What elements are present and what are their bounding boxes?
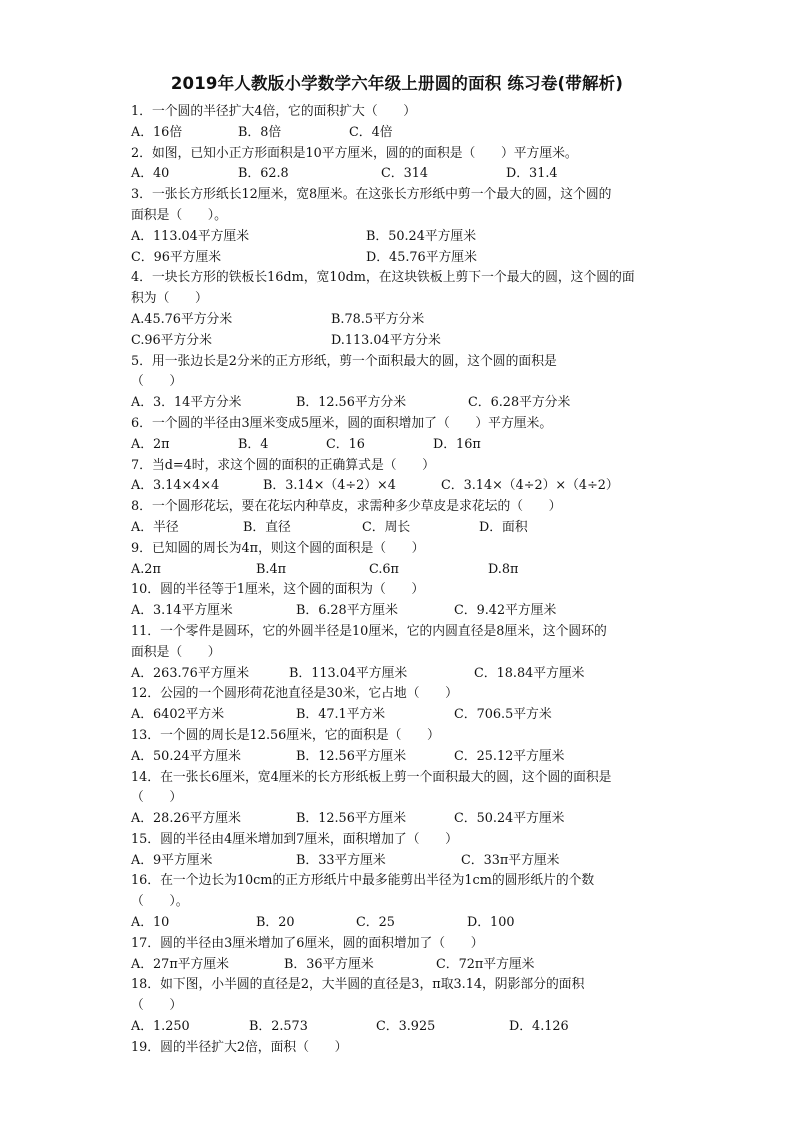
answer-option: A．28.26平方厘米 — [131, 811, 241, 827]
answer-option: A．2π — [131, 436, 170, 452]
question-text: 15．圆的半径由4厘米增加到7厘米，面积增加了（ ） — [131, 831, 458, 847]
answer-option: C.6π — [369, 561, 399, 577]
question-block — [131, 580, 671, 622]
answer-options — [131, 227, 671, 248]
answer-option: A．3.14×4×4 — [131, 478, 220, 494]
question-text: 11．一个零件是圆环，它的外圆半径是10厘米，它的内圆直径是8厘米，这个圆环的 — [131, 623, 607, 639]
question-text: 1．一个圆的半径扩大4倍，它的面积扩大（ ） — [131, 104, 417, 119]
answer-option: B．50.24平方厘米 — [366, 228, 477, 244]
answer-option: B．12.56平方分米 — [296, 395, 407, 411]
question-text: 19．圆的半径扩大2倍，面积（ ） — [131, 1039, 348, 1055]
answer-option: C．周长 — [362, 519, 411, 535]
answer-option: A．1.250 — [131, 1019, 190, 1035]
answer-option: C．25.12平方厘米 — [454, 748, 565, 764]
question-text: （ ） — [131, 374, 183, 390]
answer-option: D.8π — [488, 561, 519, 577]
answer-options — [131, 560, 671, 581]
question-text: 6．一个圆的半径由3厘米变成5厘米，圆的面积增加了（ ）平方厘米。 — [131, 415, 553, 431]
answer-option: B．47.1平方米 — [296, 707, 386, 723]
question-text: 17．圆的半径由3厘米增加了6厘米，圆的面积增加了（ ） — [131, 935, 484, 951]
answer-options — [131, 518, 671, 539]
question-text: 12．公园的一个圆形荷花池直径是30米，它占地（ ） — [131, 686, 458, 702]
answer-option: B.4π — [256, 561, 287, 577]
question-block — [131, 830, 671, 872]
question-text: 13．一个圆的周长是12.56厘米，它的面积是（ ） — [131, 727, 440, 743]
question-block — [131, 414, 671, 456]
answer-options — [131, 705, 671, 726]
answer-option: A．3.14平方厘米 — [131, 603, 233, 619]
answer-option: A．263.76平方厘米 — [131, 665, 250, 681]
question-block — [131, 1038, 671, 1059]
question-block — [131, 497, 671, 539]
answer-option: B．2.573 — [249, 1019, 308, 1035]
answer-option: A.2π — [131, 561, 161, 577]
answer-option: D.113.04平方分米 — [331, 332, 441, 348]
answer-option: C．314 — [381, 166, 429, 182]
answer-option: C．18.84平方厘米 — [474, 665, 585, 681]
question-text: 7．当d=4时，求这个圆的面积的正确算式是（ ） — [131, 457, 435, 473]
answer-option: A．9平方厘米 — [131, 852, 213, 868]
question-block — [131, 331, 671, 352]
answer-option: A．27π平方厘米 — [131, 956, 229, 972]
answer-option: A．50.24平方厘米 — [131, 748, 241, 764]
answer-option: A．113.04平方厘米 — [131, 228, 250, 244]
answer-options — [131, 310, 671, 331]
answer-options — [131, 248, 671, 269]
answer-option: A．10 — [131, 915, 170, 931]
answer-option: C．9.42平方厘米 — [454, 603, 557, 619]
answer-option: B．直径 — [243, 519, 291, 535]
question-text: 9．已知圆的周长为4π，则这个圆的面积是（ ） — [131, 540, 425, 556]
answer-option: D．100 — [467, 915, 515, 931]
answer-option: D．45.76平方厘米 — [366, 249, 477, 265]
answer-option: B．33平方厘米 — [296, 852, 386, 868]
answer-options — [131, 1017, 671, 1038]
question-block — [131, 185, 671, 247]
question-text: 10．圆的半径等于1厘米，这个圆的面积为（ ） — [131, 582, 425, 598]
question-block — [131, 102, 671, 144]
answer-option: C．33π平方厘米 — [461, 852, 560, 868]
answer-options — [131, 809, 671, 830]
question-block — [131, 539, 671, 581]
answer-options — [131, 955, 671, 976]
question-text: 2．如图，已知小正方形面积是10平方厘米，圆的的面积是（ ）平方厘米。 — [131, 145, 578, 161]
answer-option: D．31.4 — [506, 166, 558, 182]
question-block — [131, 248, 671, 269]
answer-option: B．3.14×（4÷2）×4 — [263, 478, 396, 494]
answer-option: A．40 — [131, 166, 170, 182]
answer-option: A.45.76平方分米 — [131, 311, 233, 327]
answer-option: D．面积 — [479, 519, 528, 535]
answer-option: B．8倍 — [238, 124, 282, 140]
answer-option: C．4倍 — [349, 124, 393, 140]
answer-options — [131, 851, 671, 872]
document-title: 2019年人教版小学数学六年级上册圆的面积 练习卷(带解析) — [170, 74, 624, 93]
question-block — [131, 352, 671, 414]
question-block — [131, 726, 671, 768]
answer-option: C．706.5平方米 — [454, 707, 552, 723]
answer-option: A．16倍 — [131, 124, 183, 140]
answer-option: B．20 — [256, 915, 295, 931]
question-block — [131, 871, 671, 933]
answer-option: C．3.925 — [376, 1019, 436, 1035]
question-list — [131, 102, 671, 1059]
question-text: 3．一张长方形纸长12厘米，宽8厘米。在这张长方形纸中剪一个最大的圆，这个圆的 — [131, 187, 612, 203]
answer-options — [131, 664, 671, 685]
answer-option: C．3.14×（4÷2）×（4÷2） — [441, 478, 619, 494]
answer-option: C.96平方分米 — [131, 332, 212, 348]
question-block — [131, 268, 671, 330]
question-text: 18．如下图，小半圆的直径是2，大半圆的直径是3，π取3.14，阴影部分的面积 — [131, 977, 585, 993]
answer-option: B.78.5平方分米 — [331, 311, 425, 327]
answer-options — [131, 435, 671, 456]
question-block — [131, 934, 671, 976]
question-text: 8．一个圆形花坛，要在花坛内种草皮，求需种多少草皮是求花坛的（ ） — [131, 499, 562, 515]
question-block — [131, 622, 671, 684]
answer-option: D．4.126 — [509, 1019, 569, 1035]
question-block — [131, 144, 671, 186]
question-text: 5．用一张边长是2分米的正方形纸，剪一个面积最大的圆，这个圆的面积是 — [131, 353, 557, 369]
answer-option: A．半径 — [131, 519, 179, 535]
answer-options — [131, 393, 671, 414]
answer-option: B．36平方厘米 — [284, 956, 374, 972]
answer-option: C．96平方厘米 — [131, 249, 222, 265]
question-text: 4．一块长方形的铁板长16dm，宽10dm，在这块铁板上剪下一个最大的圆，这个圆的面 — [131, 270, 635, 286]
answer-option: C．50.24平方厘米 — [454, 811, 565, 827]
answer-options — [131, 476, 671, 497]
answer-option: B．113.04平方厘米 — [289, 665, 408, 681]
answer-options — [131, 747, 671, 768]
question-block — [131, 768, 671, 830]
question-block — [131, 975, 671, 1037]
answer-option: C．72π平方厘米 — [436, 956, 535, 972]
question-text: （ ）。 — [131, 894, 189, 910]
answer-option: D．16π — [433, 436, 481, 452]
answer-options — [131, 913, 671, 934]
answer-option: C．16 — [326, 436, 365, 452]
answer-option: A．3．14平方分米 — [131, 395, 242, 411]
answer-options — [131, 601, 671, 622]
question-text: （ ） — [131, 790, 183, 806]
answer-option: B．6.28平方厘米 — [296, 603, 398, 619]
answer-option: B．4 — [238, 436, 269, 452]
question-text: 积为（ ） — [131, 291, 208, 307]
answer-options — [131, 164, 671, 185]
answer-option: C．6.28平方分米 — [468, 395, 571, 411]
question-text: 16．在一个边长为10cm的正方形纸片中最多能剪出半径为1cm的圆形纸片的个数 — [131, 873, 595, 889]
question-block — [131, 684, 671, 726]
question-text: 面积是（ ） — [131, 644, 221, 660]
question-text: 面积是（ ）。 — [131, 207, 227, 223]
answer-option: B．12.56平方厘米 — [296, 811, 407, 827]
answer-option: A．6402平方米 — [131, 707, 224, 723]
question-block — [131, 456, 671, 498]
answer-options — [131, 331, 671, 352]
question-text: 14．在一张长6厘米，宽4厘米的长方形纸板上剪一个面积最大的圆，这个圆的面积是 — [131, 769, 612, 785]
answer-options — [131, 123, 671, 144]
answer-option: B．62.8 — [238, 166, 289, 182]
answer-option: C．25 — [356, 915, 395, 931]
question-text: （ ） — [131, 998, 183, 1014]
answer-option: B．12.56平方厘米 — [296, 748, 407, 764]
